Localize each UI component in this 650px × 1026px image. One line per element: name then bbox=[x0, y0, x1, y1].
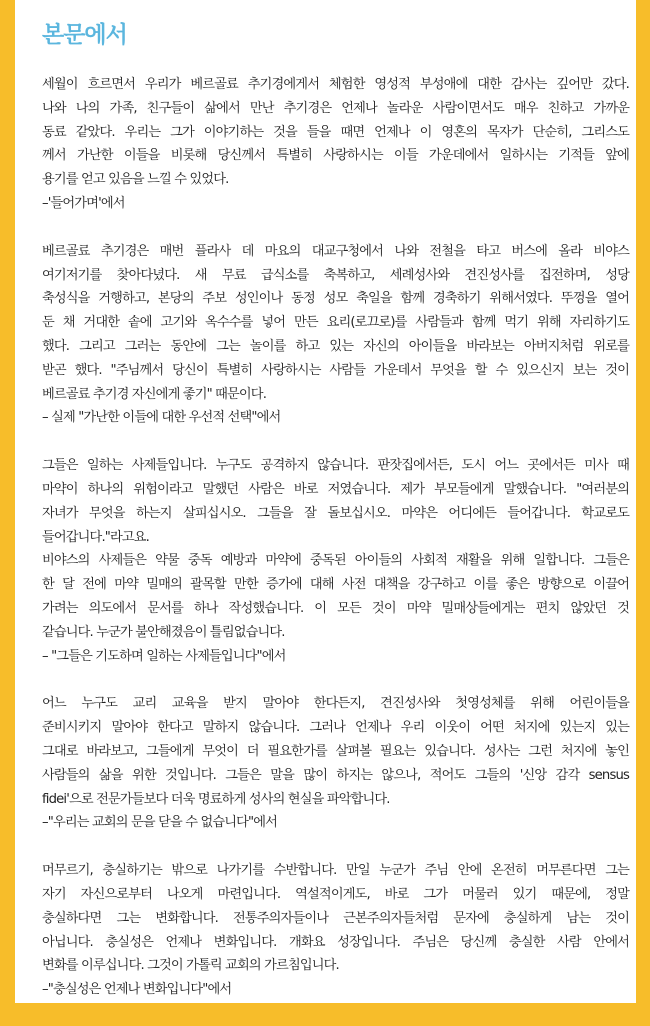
page bbox=[15, 0, 636, 1003]
paragraph-line: 같습니다. 누군가 불안해졌음이 틀림없습니다. bbox=[42, 624, 285, 640]
excerpt-paragraph bbox=[42, 859, 629, 1002]
paragraph-line: 세월이 흐르면서 우리가 베르골료 추기경에게서 체험한 영성적 부성애에 대한 감사는 깊어만 갔다. bbox=[42, 77, 629, 92]
paragraph-line: 아닙니다. 충실성은 언제나 변화입니다. 개화요 성장입니다. 주님은 당신께 충실한 사람 안에서 bbox=[42, 934, 629, 950]
paragraph-line: 동료 같았다. 우리는 그가 이야기하는 것을 들을 때면 언제나 이 영혼의 목자가 단순히, 그리스도 bbox=[42, 124, 629, 140]
excerpt-paragraph bbox=[42, 454, 629, 668]
page-title: 본문에서 bbox=[42, 22, 127, 48]
paragraph-line: 베르골료 추기경은 매번 플라사 데 마요의 대교구청에서 나와 전철을 타고 버스에 올라 비야스 bbox=[42, 243, 629, 259]
paragraph-line: 그들은 일하는 사제들입니다. 누구도 공격하지 않습니다. 판잣집에서든, 도시 어느 곳에서든 미사 때 bbox=[42, 458, 629, 474]
paragraph-line: 들어갑니다."라고요. bbox=[42, 529, 150, 545]
paragraph-line: 그대로 바라보고, 그들에게 무엇이 더 필요한가를 살펴볼 필요는 있습니다. 성사는 그런 처지에 놓인 bbox=[42, 743, 629, 759]
paragraph-line: 비야스의 사제들은 약물 중독 예방과 마약에 중독된 아이들의 사회적 재활을 위해 일합니다. 그들은 bbox=[42, 553, 629, 569]
paragraph-line: 나와 나의 가족, 친구들이 삶에서 만난 추기경은 언제나 놀라운 사람이면서도 매우 친하고 가까운 bbox=[42, 100, 629, 116]
paragraph-line: 변화를 이루십니다. 그것이 가톨릭 교회의 가르침입니다. bbox=[42, 958, 339, 974]
paragraph-line: 여기저기를 찾아다녔다. 새 무료 급식소를 축복하고, 세례성사와 견진성사를 집전하며, 성당 bbox=[42, 267, 629, 283]
excerpt-paragraph bbox=[42, 73, 629, 216]
paragraph-line: 자기 자신으로부터 나오게 마련입니다. 역설적이게도, 바로 그가 머물러 있기 때문에, 정말 bbox=[42, 886, 629, 902]
paragraph-line: 베르골료 추기경 자신에게 좋기" 때문이다. bbox=[42, 386, 267, 402]
excerpt-paragraph bbox=[42, 240, 629, 430]
paragraph-line: 가려는 의도에서 문서를 하나 작성했습니다. 이 모든 것이 마약 밀매상들에게는 편치 않았던 것 bbox=[42, 600, 629, 616]
paragraph-line: 한 달 전에 마약 밀매의 괄목할 만한 증가에 대해 사전 대책을 강구하고 이를 좋은 방향으로 이끌어 bbox=[42, 577, 629, 593]
paragraph-line: 축성식을 거행하고, 본당의 주보 성인이나 동정 성모 축일을 함께 경축하기 위해서였다. 뚜껑을 열어 bbox=[42, 291, 629, 307]
source-citation: –'들어가며'에서 bbox=[42, 195, 125, 211]
excerpt-body bbox=[42, 73, 629, 1026]
source-citation: –"충실성은 언제나 변화입니다"에서 bbox=[42, 982, 232, 998]
paragraph-line: 준비시키지 말아야 한다고 말하지 않습니다. 그러나 언제나 우리 이웃이 어떤 처지에 있는지 있는 bbox=[42, 720, 629, 736]
paragraph-line: 머무르기, 충실하기는 밖으로 나가기를 수반합니다. 만일 누군가 주님 안에 온전히 머무른다면 그는 bbox=[42, 863, 629, 879]
source-citation: –"우리는 교회의 문을 닫을 수 없습니다"에서 bbox=[42, 815, 277, 831]
paragraph-line: 했다. 그리고 그러는 동안에 그는 놀이를 하고 있는 자신의 아이들을 바라보는 아버지처럼 위로를 bbox=[42, 338, 629, 354]
paragraph-line: 둔 채 거대한 솥에 고기와 옥수수를 넣어 만든 요리(로끄로)를 사람들과 함께 먹기 위해 자리하기도 bbox=[42, 315, 629, 331]
paragraph-line: 충실하다면 그는 변화합니다. 전통주의자들이나 근본주의자들처럼 문자에 충실하게 남는 것이 bbox=[42, 910, 629, 926]
paragraph-line: 어느 누구도 교리 교육을 받지 말아야 한다든지, 견진성사와 첫영성체를 위해 어린이들을 bbox=[42, 696, 629, 712]
excerpt-paragraph bbox=[42, 692, 629, 835]
paragraph-line: 받곤 했다. "주님께서 당신이 특별히 사랑하시는 사람들 가운데서 무엇을 할 수 있으신지 보는 것이 bbox=[42, 362, 629, 378]
paragraph-line: 께서 가난한 이들을 비롯해 당신께서 특별히 사랑하시는 이들 가운데에서 일하시는 기적들 앞에 bbox=[42, 148, 629, 164]
source-citation: – 실제 "가난한 이들에 대한 우선적 선택"에서 bbox=[42, 410, 281, 426]
paragraph-line: 마약이 하나의 위험이라고 말했던 사람은 바로 저였습니다. 제가 부모들에게 말했습니다. "여러분의 bbox=[42, 481, 629, 497]
paragraph-line: 자녀가 무엇을 하는지 살피십시오. 그들을 잘 돌보십시오. 마약은 어디에든 들어갑니다. 학교로도 bbox=[42, 505, 629, 521]
paragraph-line: 사람들의 삶을 위한 것입니다. 그들은 말을 많이 하지는 않으나, 적어도 그들의 '신앙 감각 sensus bbox=[42, 767, 629, 783]
source-citation: – "그들은 기도하며 일하는 사제들입니다"에서 bbox=[42, 648, 286, 664]
paragraph-line: fidei'으로 전문가들보다 더욱 명료하게 성사의 현실을 파악합니다. bbox=[42, 791, 390, 807]
paragraph-line: 용기를 얻고 있음을 느낄 수 있었다. bbox=[42, 172, 229, 188]
